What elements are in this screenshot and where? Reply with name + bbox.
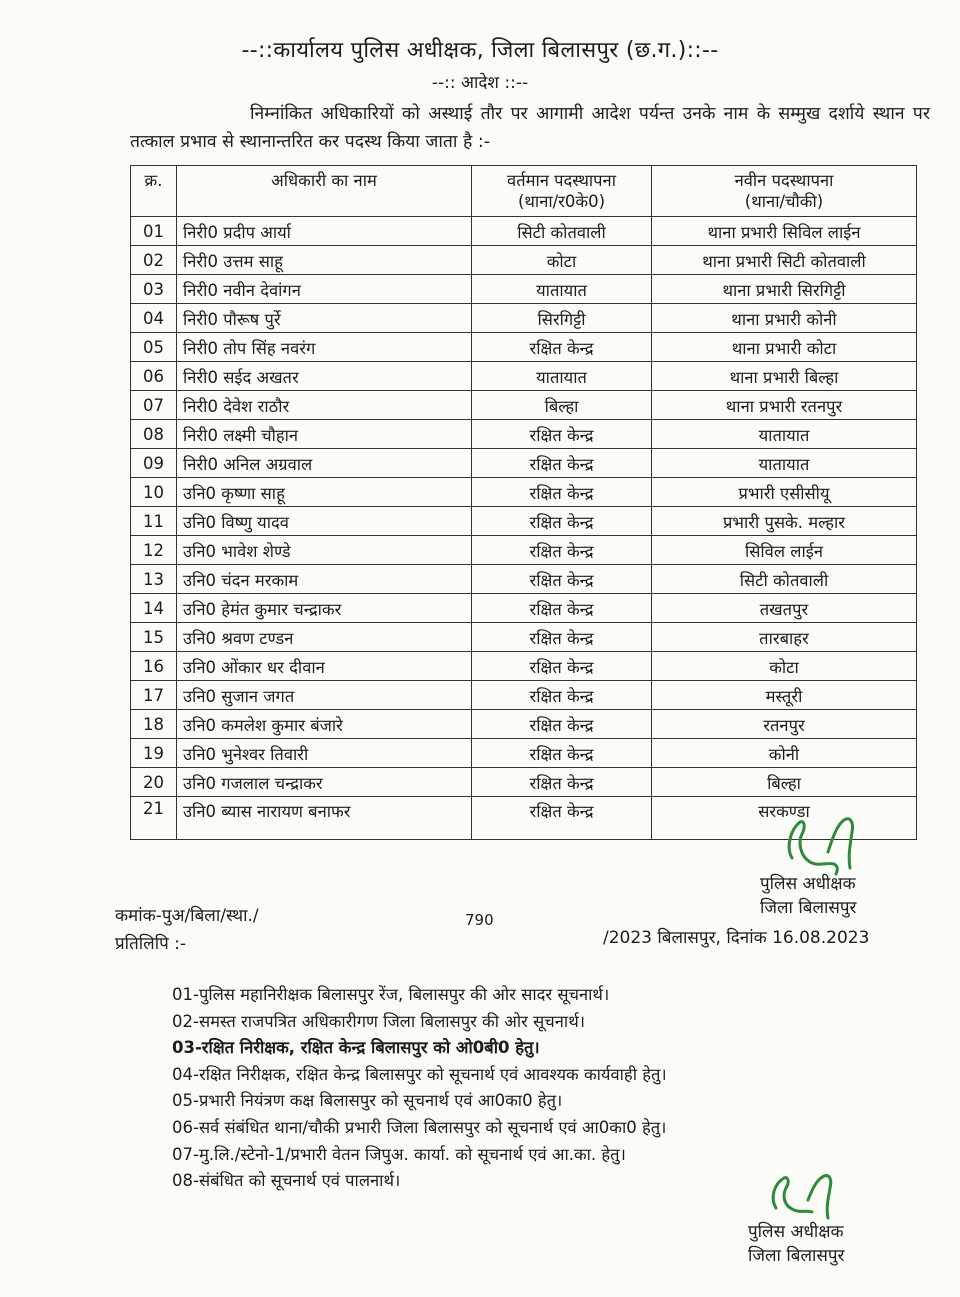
cell-officer-name: निरी0 पौरूष पुर्रे [177,304,472,333]
cell-new-posting: कोनी [652,739,917,768]
header-current-line2: (थाना/र0के0) [517,192,606,211]
cell-new-posting: प्रभारी एसीसीयू [652,478,917,507]
cell-new-posting: तखतपुर [652,594,917,623]
cell-current-posting: रक्षित केन्द्र [472,797,652,840]
header-officer-name: अधिकारी का नाम [177,166,472,217]
reference-block [115,903,915,963]
cell-current-posting: रक्षित केन्द्र [472,652,652,681]
cell-new-posting: सिटी कोतवाली [652,565,917,594]
cell-officer-name: निरी0 उत्तम साहू [177,246,472,275]
copy-item: 05-प्रभारी नियंत्रण कक्ष बिलासपुर को सूचनार्थ एवं आ0का0 हेतु। [172,1091,563,1111]
cell-current-posting: यातायात [472,362,652,391]
cell-new-posting: तारबाहर [652,623,917,652]
signature-scribble-2 [768,1170,838,1222]
cell-officer-name: उनि0 ब्यास नारायण बनाफर [177,797,472,840]
cell-officer-name: उनि0 कृष्णा साहू [177,478,472,507]
cell-sn: 09 [131,449,177,478]
table-row [131,217,917,246]
cell-officer-name: उनि0 हेमंत कुमार चन्द्राकर [177,594,472,623]
cell-new-posting: मस्तूरी [652,681,917,710]
cell-current-posting: रक्षित केन्द्र [472,507,652,536]
cell-current-posting: रक्षित केन्द्र [472,681,652,710]
table-row [131,710,917,739]
table-row [131,449,917,478]
table-row [131,623,917,652]
signature-1-title: पुलिस अधीक्षक [760,874,856,894]
signature-2-district: जिला बिलासपुर [748,1246,845,1266]
reference-date: /2023 बिलासपुर, दिनांक 16.08.2023 [603,928,870,948]
cell-current-posting: सिटी कोतवाली [472,217,652,246]
transfer-table [130,165,917,840]
cell-officer-name: निरी0 लक्ष्मी चौहान [177,420,472,449]
cell-current-posting: रक्षित केन्द्र [472,768,652,797]
cell-sn: 07 [131,391,177,420]
table-row [131,333,917,362]
signature-scribble-1 [782,812,862,876]
cell-current-posting: रक्षित केन्द्र [472,594,652,623]
table-row [131,536,917,565]
table-row [131,246,917,275]
cell-current-posting: यातायात [472,275,652,304]
cell-sn: 13 [131,565,177,594]
cell-officer-name: उनि0 भावेश शेण्डे [177,536,472,565]
cell-current-posting: रक्षित केन्द्र [472,710,652,739]
office-title: --::कार्यालय पुलिस अधीक्षक, जिला बिलासपुर (छ.ग.)::-- [241,38,719,63]
cell-current-posting: रक्षित केन्द्र [472,739,652,768]
cell-sn: 05 [131,333,177,362]
table-row [131,681,917,710]
reference-number: 790 [465,911,494,929]
cell-current-posting: रक्षित केन्द्र [472,536,652,565]
header-new-posting [652,166,917,217]
cell-officer-name: निरी0 देवेश राठौर [177,391,472,420]
cell-sn: 03 [131,275,177,304]
cell-current-posting: रक्षित केन्द्र [472,449,652,478]
copy-item: 06-सर्व संबंधित थाना/चौकी प्रभारी जिला बिलासपुर को सूचनार्थ एवं आ0का0 हेतु। [172,1117,667,1137]
header-new-line2: (थाना/चौकी) [744,192,824,211]
copy-item: 04-रक्षित निरीक्षक, रक्षित केन्द्र बिलासपुर को सूचनार्थ एवं आवश्यक कार्यवाही हेतु। [172,1064,667,1084]
cell-current-posting: सिरगिट्टी [472,304,652,333]
order-heading: --:: आदेश ::-- [431,73,529,93]
cell-officer-name: उनि0 गजलाल चन्द्राकर [177,768,472,797]
table-row [131,391,917,420]
table-row [131,304,917,333]
cell-new-posting: थाना प्रभारी सिविल लाईन [652,217,917,246]
cell-new-posting: थाना प्रभारी कोटा [652,333,917,362]
table-row [131,565,917,594]
signature-2-title: पुलिस अधीक्षक [748,1222,844,1242]
table-row [131,739,917,768]
cell-new-posting: बिल्हा [652,768,917,797]
header-new-line1: नवीन पदस्थापना [734,171,834,190]
copy-item: 02-समस्त राजपत्रित अधिकारीगण जिला बिलासपुर की ओर सूचनार्थ। [172,1011,585,1031]
header-current-line1: वर्तमान पदस्थापना [507,171,616,190]
cell-sn: 19 [131,739,177,768]
copy-item: 01-पुलिस महानिरीक्षक बिलासपुर रेंज, बिलासपुर की ओर सादर सूचनार्थ। [172,985,610,1004]
table-header-row [131,166,917,217]
cell-officer-name: निरी0 नवीन देवांगन [177,275,472,304]
cell-current-posting: रक्षित केन्द्र [472,623,652,652]
cell-officer-name: निरी0 सईद अखतर [177,362,472,391]
cell-sn: 11 [131,507,177,536]
cell-current-posting: रक्षित केन्द्र [472,333,652,362]
cell-current-posting: कोटा [472,246,652,275]
table-row [131,507,917,536]
copy-label: प्रतिलिपि :- [115,934,187,954]
cell-sn: 15 [131,623,177,652]
cell-officer-name: उनि0 कमलेश कुमार बंजारे [177,710,472,739]
cell-sn: 08 [131,420,177,449]
cell-new-posting: प्रभारी पुसके. मल्हार [652,507,917,536]
table-row [131,594,917,623]
cell-new-posting: रतनपुर [652,710,917,739]
header-sn: क्र. [131,166,177,217]
cell-current-posting: रक्षित केन्द्र [472,565,652,594]
cell-sn: 18 [131,710,177,739]
cell-new-posting: थाना प्रभारी सिरगिट्टी [652,275,917,304]
cell-new-posting: थाना प्रभारी रतनपुर [652,391,917,420]
cell-new-posting: यातायात [652,449,917,478]
cell-sn: 14 [131,594,177,623]
cell-new-posting: कोटा [652,652,917,681]
cell-officer-name: निरी0 प्रदीप आर्या [177,217,472,246]
cell-current-posting: बिल्हा [472,391,652,420]
cell-current-posting: रक्षित केन्द्र [472,420,652,449]
table-row [131,362,917,391]
cell-sn: 01 [131,217,177,246]
cell-new-posting: थाना प्रभारी बिल्हा [652,362,917,391]
header-current-posting [472,166,652,217]
copy-item: 03-रक्षित निरीक्षक, रक्षित केन्द्र बिलासपुर को ओ0बी0 हेतु। [172,1038,540,1058]
cell-new-posting: यातायात [652,420,917,449]
table-row [131,478,917,507]
cell-officer-name: उनि0 चंदन मरकाम [177,565,472,594]
cell-sn: 16 [131,652,177,681]
cell-new-posting: थाना प्रभारी कोनी [652,304,917,333]
table-row [131,275,917,304]
cell-officer-name: निरी0 तोप सिंह नवरंग [177,333,472,362]
cell-sn: 12 [131,536,177,565]
cell-sn: 10 [131,478,177,507]
copy-list [172,982,892,1195]
cell-officer-name: उनि0 सुजान जगत [177,681,472,710]
cell-new-posting: सिविल लाईन [652,536,917,565]
intro-paragraph: निम्नांकित अधिकारियों को अस्थाई तौर पर आगामी आदेश पर्यन्त उनके नाम के सम्मुख दर्शाये स्थान पर तत्काल प्रभाव से स्थानान्तरित कर पदस्थ किया जाता है :- [130,104,930,152]
cell-current-posting: रक्षित केन्द्र [472,478,652,507]
reference-number-label: कमांक-पुअ/बिला/स्था./ [115,906,259,926]
cell-officer-name: उनि0 विष्णु यादव [177,507,472,536]
cell-sn: 20 [131,768,177,797]
cell-officer-name: उनि0 श्रवण टण्डन [177,623,472,652]
cell-new-posting: सरकण्डा [652,797,917,840]
signature-block-2 [748,1220,845,1268]
cell-officer-name: उनि0 ओंकार धर दीवान [177,652,472,681]
cell-sn: 04 [131,304,177,333]
cell-new-posting: थाना प्रभारी सिटी कोतवाली [652,246,917,275]
cell-sn: 02 [131,246,177,275]
signature-1-district: जिला बिलासपुर [760,898,857,918]
cell-sn: 21 [131,797,177,840]
copy-item: 08-संबंधित को सूचनार्थ एवं पालनार्थ। [172,1171,401,1191]
table-row [131,652,917,681]
copy-item: 07-मु.लि./स्टेनो-1/प्रभारी वेतन जिपुअ. कार्या. को सूचनार्थ एवं आ.का. हेतु। [172,1144,626,1164]
table-row [131,420,917,449]
cell-sn: 17 [131,681,177,710]
cell-sn: 06 [131,362,177,391]
cell-officer-name: उनि0 भुनेश्वर तिवारी [177,739,472,768]
table-row [131,768,917,797]
cell-officer-name: निरी0 अनिल अग्रवाल [177,449,472,478]
